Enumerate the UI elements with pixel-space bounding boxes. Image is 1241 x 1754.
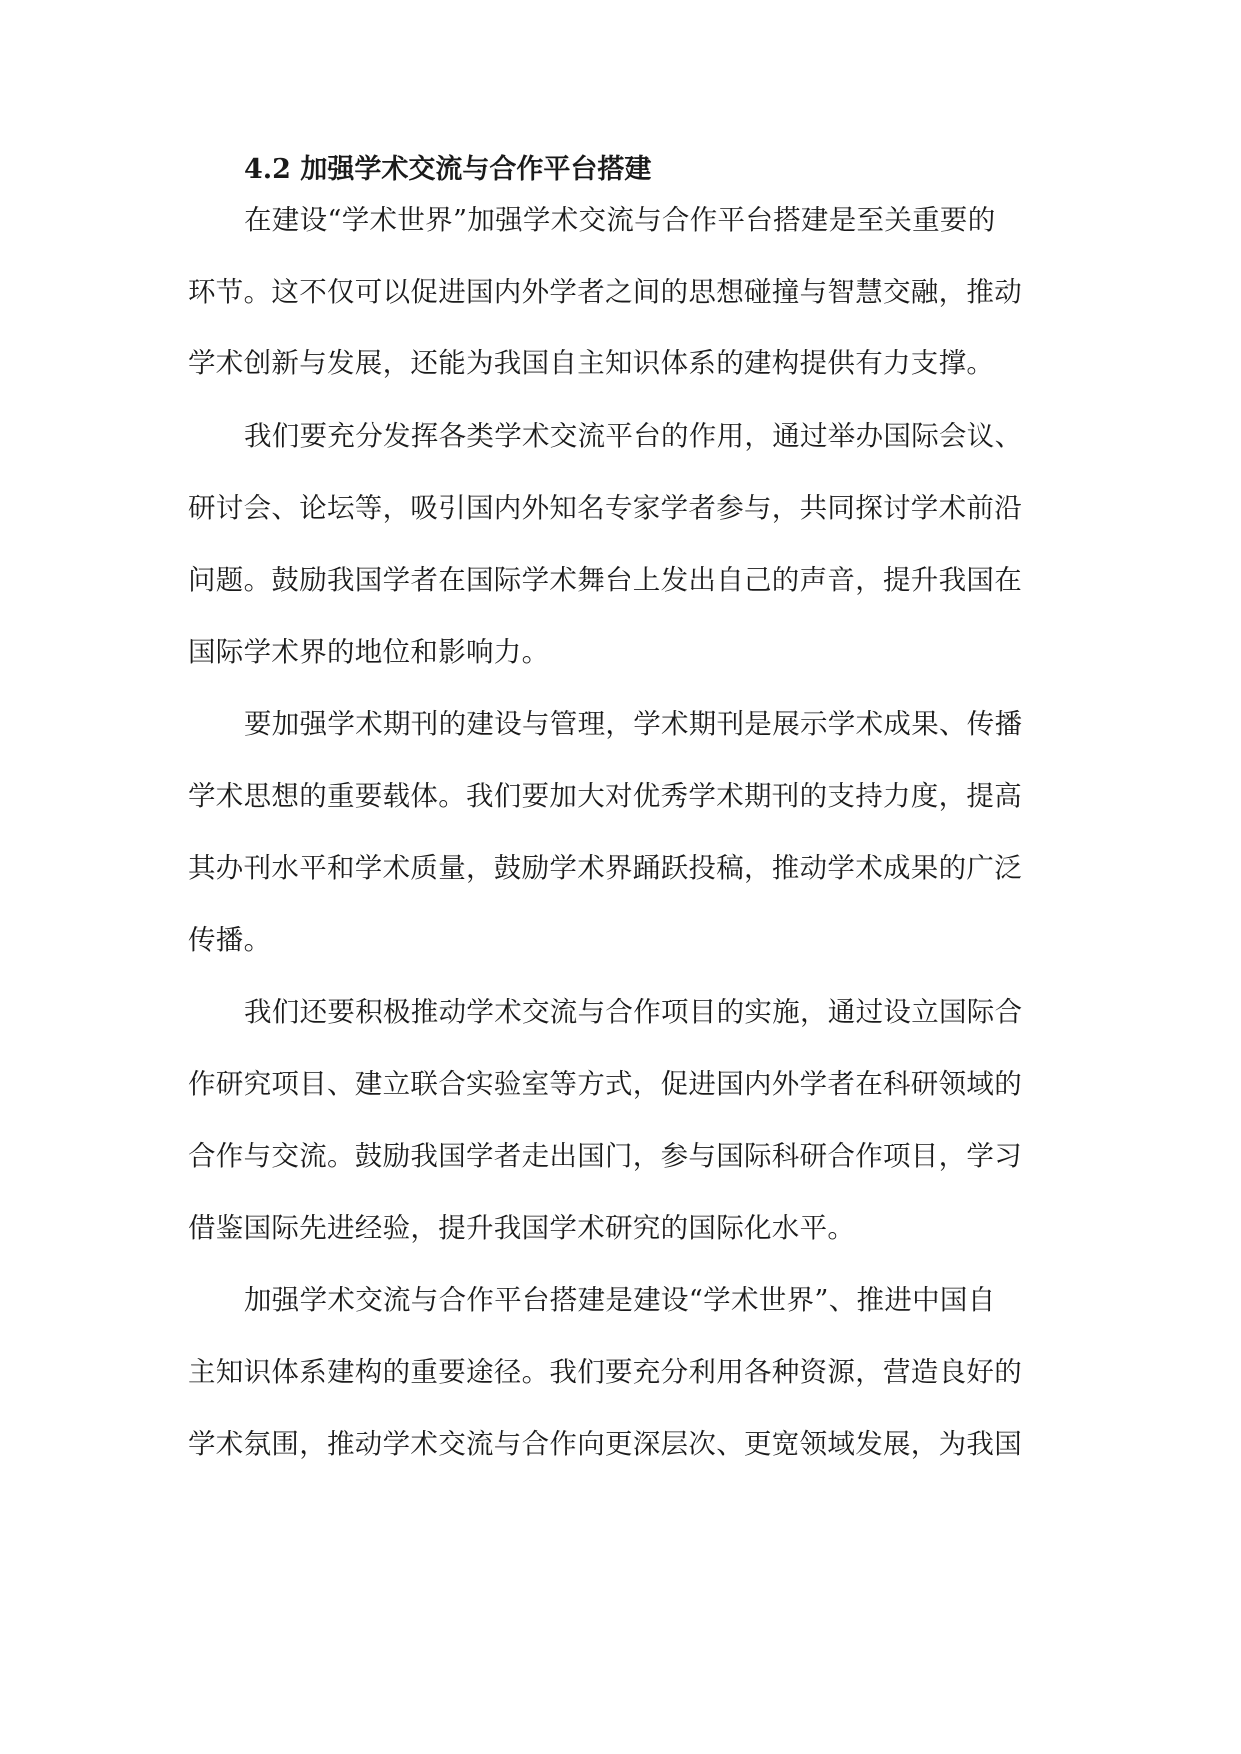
paragraph-line: 国际学术界的地位和影响力。 — [188, 636, 550, 668]
paragraph-line: 学术思想的重要载体。我们要加大对优秀学术期刊的支持力度，提高 — [188, 780, 1022, 812]
paragraph-line: 环节。这不仅可以促进国内外学者之间的思想碰撞与智慧交融，推动 — [188, 276, 1022, 308]
paragraph-line: 其办刊水平和学术质量，鼓励学术界踊跃投稿，推动学术成果的广泛 — [188, 852, 1022, 884]
paragraph-line: 作研究项目、建立联合实验室等方式，促进国内外学者在科研领域的 — [188, 1068, 1022, 1100]
paragraph-line: 加强学术交流与合作平台搭建是建设“学术世界”、推进中国自 — [244, 1284, 996, 1316]
paragraph-line: 传播。 — [188, 924, 272, 956]
paragraph-line: 问题。鼓励我国学者在国际学术舞台上发出自己的声音，提升我国在 — [188, 564, 1022, 596]
paragraph-line: 我们还要积极推动学术交流与合作项目的实施，通过设立国际合 — [244, 996, 1023, 1028]
paragraph-line: 学术氛围，推动学术交流与合作向更深层次、更宽领域发展，为我国 — [188, 1428, 1022, 1460]
paragraph-line: 在建设“学术世界”加强学术交流与合作平台搭建是至关重要的 — [244, 204, 996, 236]
paragraph-line: 研讨会、论坛等，吸引国内外知名专家学者参与，共同探讨学术前沿 — [188, 492, 1022, 524]
paragraph-line: 学术创新与发展，还能为我国自主知识体系的建构提供有力支撑。 — [188, 347, 995, 379]
paragraph-line: 主知识体系建构的重要途径。我们要充分利用各种资源，营造良好的 — [188, 1356, 1022, 1388]
paragraph-line: 借鉴国际先进经验，提升我国学术研究的国际化水平。 — [188, 1212, 856, 1244]
paragraph-line: 合作与交流。鼓励我国学者走出国门，参与国际科研合作项目，学习 — [188, 1140, 1022, 1172]
paragraph-line: 要加强学术期刊的建设与管理，学术期刊是展示学术成果、传播 — [244, 708, 1023, 740]
paragraph-line: 我们要充分发挥各类学术交流平台的作用，通过举办国际会议、 — [244, 420, 1023, 452]
section-heading: 4.2 加强学术交流与合作平台搭建 — [244, 154, 652, 185]
